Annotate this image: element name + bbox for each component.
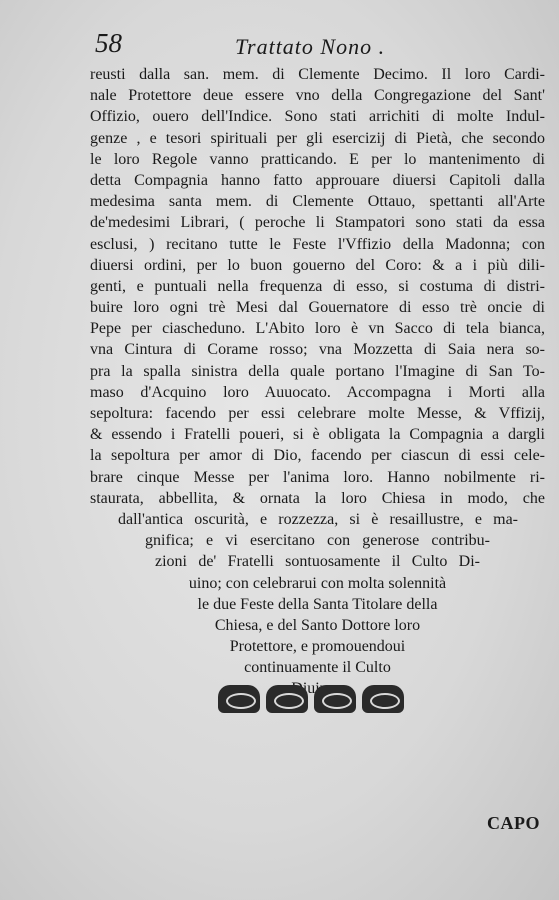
text-line: nale Protettore deue essere vno della Congregazione del Sant' bbox=[90, 87, 545, 105]
text-line: genze , e tesori spirituali per gli esercizij di Pietà, che secondo bbox=[90, 129, 545, 147]
text-line: & essendo i Fratelli poueri, si è obligata la Compagnia a dargli bbox=[90, 426, 545, 444]
text-line: dall'antica oscurità, e rozzezza, si è resaillustre, e ma- bbox=[118, 510, 518, 528]
ornament-piece bbox=[314, 685, 356, 713]
text-line: esclusi, ) recitano tutte le Feste l'Vffizio della Madonna; con bbox=[90, 235, 545, 253]
text-line: zioni de' Fratelli sontuosamente il Culto Di- bbox=[155, 553, 480, 571]
page-header bbox=[95, 28, 535, 64]
text-line: staurata, abbellita, & ornata la loro Chiesa in modo, che bbox=[90, 489, 545, 507]
ornament-piece bbox=[266, 685, 308, 713]
text-line: uino; con celebrarui con molta solennità bbox=[188, 574, 447, 592]
text-line: Chiesa, e del Santo Dottore loro bbox=[214, 616, 421, 634]
text-line: maso d'Acquino loro Auuocato. Accompagna i Morti alla bbox=[90, 383, 545, 401]
text-line: gnifica; e vi esercitano con generose contribu- bbox=[145, 532, 490, 550]
text-line: continuamente il Culto bbox=[244, 659, 391, 677]
text-line: Pepe per ciascheduno. L'Abito loro è vn Sacco di tela bianca, bbox=[90, 320, 545, 338]
text-line: sepoltura: facendo per essi celebrare molte Messe, & Vffizij, bbox=[90, 405, 545, 422]
text-line: reusti dalla san. mem. di Clemente Decimo. Il loro Cardi- bbox=[90, 66, 545, 83]
ornament-piece bbox=[362, 685, 404, 713]
text-line: genti, e puntuali nella frequenza di esso, si costuma di distri- bbox=[90, 277, 545, 295]
text-line: le loro Regole vanno pratticando. E per lo mantenimento di bbox=[90, 150, 545, 168]
text-line: pra la spalla sinistra della quale portano l'Imagine di San To- bbox=[90, 362, 545, 380]
text-line: de'medesimi Librari, ( peroche li Stampatori sono stati da essa bbox=[90, 214, 545, 232]
running-title: Trattato Nono . bbox=[235, 34, 386, 59]
text-line: Diuino bbox=[291, 680, 336, 698]
text-line: diuersi ordini, per lo buon gouerno del Coro: & a i più dili- bbox=[90, 256, 545, 274]
text-line: vna Cintura di Corame rosso; vna Mozzetta di Saia nera so- bbox=[90, 341, 545, 359]
text-line: la sepoltura per amor di Dio, facendo per ciascun di essi cele- bbox=[90, 447, 545, 465]
text-line: le due Feste della Santa Titolare della bbox=[197, 595, 438, 613]
printer-ornament bbox=[218, 685, 418, 715]
text-line: Offizio, ouero dell'Indice. Sono stati arrichiti di molte Indul- bbox=[90, 108, 545, 126]
text-line: Protettore, e promouendoui bbox=[229, 638, 406, 656]
text-line: detta Compagnia hanno fatto approuare diuersi Capitoli dalla bbox=[90, 171, 545, 189]
text-line: medesima santa mem. di Clemente Ottauo, spettanti all'Arte bbox=[90, 193, 545, 211]
text-line: buire loro ogni trè Mesi dal Gouernatore di esso trè oncie di bbox=[90, 299, 545, 317]
catchword: CAPO bbox=[487, 813, 540, 833]
text-line: brare cinque Messe per l'anima loro. Hanno nobilmente ri- bbox=[90, 468, 545, 486]
ornament-piece bbox=[218, 685, 260, 713]
page-number: 58 bbox=[95, 28, 122, 58]
body-text bbox=[90, 64, 545, 700]
